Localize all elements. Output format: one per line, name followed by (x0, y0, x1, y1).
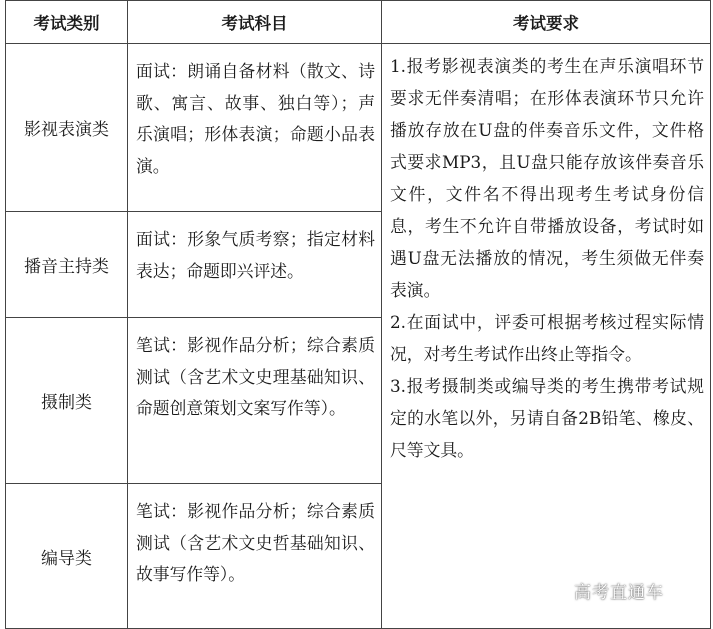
category-cell: 播音主持类 (6, 212, 128, 318)
subject-cell: 笔试：影视作品分析；综合素质测试（含艺术文史理基础知识、命题创意策划文案写作等）。 (128, 318, 382, 484)
subject-cell: 面试：形象气质考察；指定材料表达；命题即兴评述。 (128, 212, 382, 318)
category-cell: 编导类 (6, 484, 128, 629)
header-requirement: 考试要求 (382, 1, 711, 44)
watermark-logo: 高考直通车 (574, 583, 664, 603)
category-cell: 影视表演类 (6, 44, 128, 212)
requirements-cell (382, 44, 711, 629)
header-subject: 考试科目 (128, 1, 382, 44)
subject-cell: 面试：朗诵自备材料（散文、诗歌、寓言、故事、独白等）；声乐演唱；形体表演；命题小品表演。 (128, 44, 382, 212)
requirement-item: 1.报考影视表演类的考生在声乐演唱环节要求无伴奏清唱；在形体表演环节只允许播放存放在U盘的伴奏音乐文件，文件格式要求MP3，且U盘只能存放该伴奏音乐文件，文件名不得出现考生考试身份信息，考生不允许自带播放设备，考试时如遇U盘无法播放的情况，考生须做无伴奏表演。 (390, 56, 704, 300)
header-category: 考试类别 (6, 1, 128, 44)
subject-cell: 笔试：影视作品分析；综合素质测试（含艺术文史哲基础知识、故事写作等）。 (128, 484, 382, 629)
requirement-item: 2.在面试中，评委可根据考核过程实际情况，对考生考试作出终止等指令。 (390, 312, 704, 364)
header-row (6, 1, 711, 44)
category-cell: 摄制类 (6, 318, 128, 484)
table-row (6, 44, 711, 212)
requirement-item: 3.报考摄制类或编导类的考生携带考试规定的水笔以外，另请自备2B铅笔、橡皮、尺等文具。 (390, 376, 704, 460)
exam-table (5, 0, 711, 629)
